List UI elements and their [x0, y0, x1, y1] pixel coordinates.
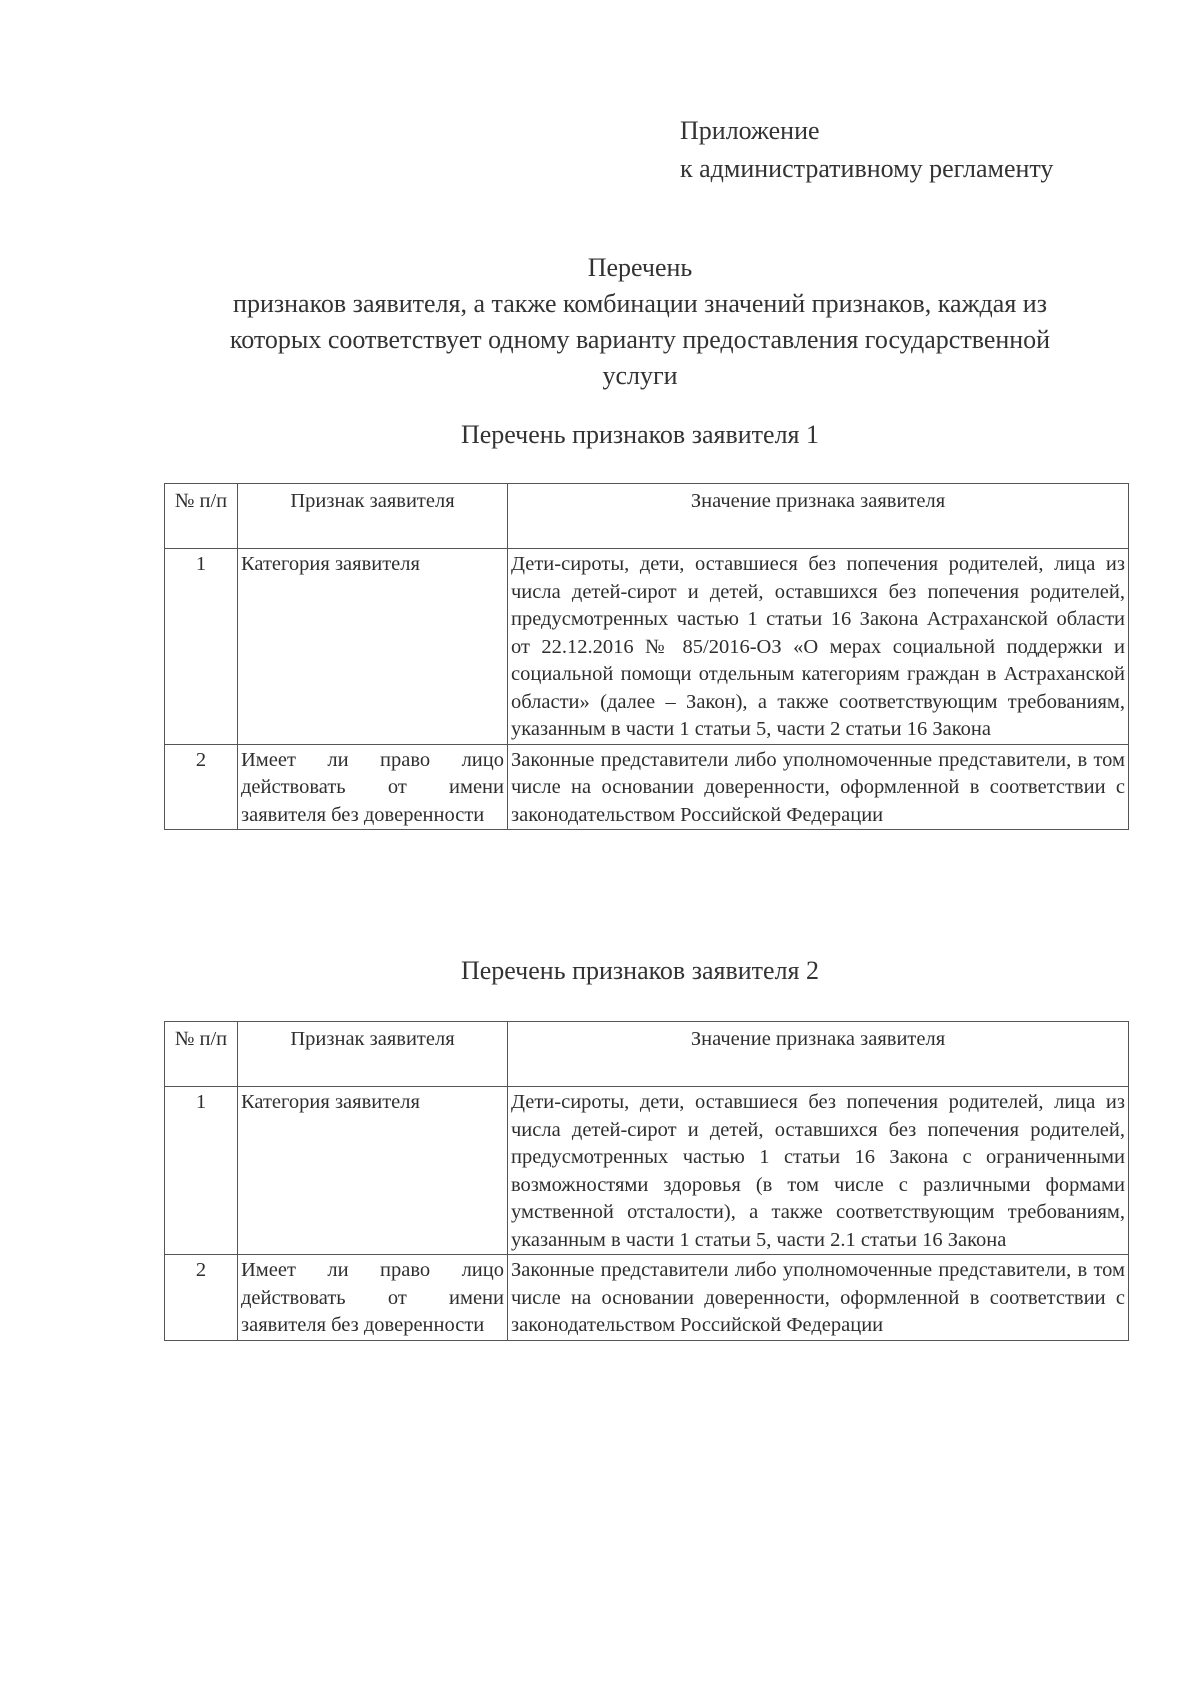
table-row: [165, 744, 1129, 830]
title-line-1: Перечень: [587, 253, 693, 282]
applicant-signs-table-1: [164, 483, 1129, 830]
table-row: [165, 549, 1129, 745]
row-num: 2: [165, 744, 238, 830]
table-header-row: [165, 1022, 1129, 1087]
header-value: Значение признака заявителя: [508, 484, 1129, 549]
row-sign: Имеет ли право лицо действовать от имени заявителя без доверенности: [238, 744, 508, 830]
header-sign: Признак заявителя: [238, 484, 508, 549]
header-value: Значение признака заявителя: [508, 1022, 1129, 1087]
row-value: Законные представители либо уполномоченные представители, в том числе на основании доверенности, оформленной в соответствии с законодательством Российской Федерации: [508, 744, 1129, 830]
header-num: № п/п: [165, 1022, 238, 1087]
row-num: 2: [165, 1255, 238, 1341]
row-sign: Категория заявителя: [238, 549, 508, 745]
title-line-3: которых соответствует одному варианту предоставления государственной: [229, 325, 1051, 354]
row-num: 1: [165, 1087, 238, 1255]
appendix-heading: [680, 112, 1053, 188]
table-row: [165, 1087, 1129, 1255]
document-title: [150, 250, 1130, 394]
section-2-title: Перечень признаков заявителя 2: [460, 956, 820, 985]
row-sign: Категория заявителя: [238, 1087, 508, 1255]
row-num: 1: [165, 549, 238, 745]
header-sign: Признак заявителя: [238, 1022, 508, 1087]
row-value: Дети-сироты, дети, оставшиеся без попечения родителей, лица из числа детей-сирот и детей, оставшихся без попечения родителей, предусмотренных частью 1 статьи 16 Закона Астраханской области от 22.12.2016 № 85/2016-ОЗ «О мерах социальной поддержки и социальной помощи отдельным категориям граждан в Астраханской области» (далее – Закон), а также соответствующим требованиям, указанным в части 1 статьи 5, части 2 статьи 16 Закона: [508, 549, 1129, 745]
row-value: Дети-сироты, дети, оставшиеся без попечения родителей, лица из числа детей-сирот и детей, оставшихся без попечения родителей, предусмотренных частью 1 статьи 16 Закона с ограниченными возможностями здоровья (в том числе с различными формами умственной отсталости), а также соответствующим требованиям, указанным в части 1 статьи 5, части 2.1 статьи 16 Закона: [508, 1087, 1129, 1255]
row-value: Законные представители либо уполномоченные представители, в том числе на основании доверенности, оформленной в соответствии с законодательством Российской Федерации: [508, 1255, 1129, 1341]
applicant-signs-table-2: [164, 1021, 1129, 1341]
appendix-line-2: к административному регламенту: [680, 154, 1054, 183]
row-sign: Имеет ли право лицо действовать от имени заявителя без доверенности: [238, 1255, 508, 1341]
table-header-row: [165, 484, 1129, 549]
title-line-2: признаков заявителя, а также комбинации значений признаков, каждая из: [233, 289, 1047, 318]
table-row: [165, 1255, 1129, 1341]
title-line-4: услуги: [602, 361, 678, 390]
appendix-line-1: Приложение: [680, 116, 820, 145]
header-num: № п/п: [165, 484, 238, 549]
section-1-title: Перечень признаков заявителя 1: [460, 420, 820, 449]
